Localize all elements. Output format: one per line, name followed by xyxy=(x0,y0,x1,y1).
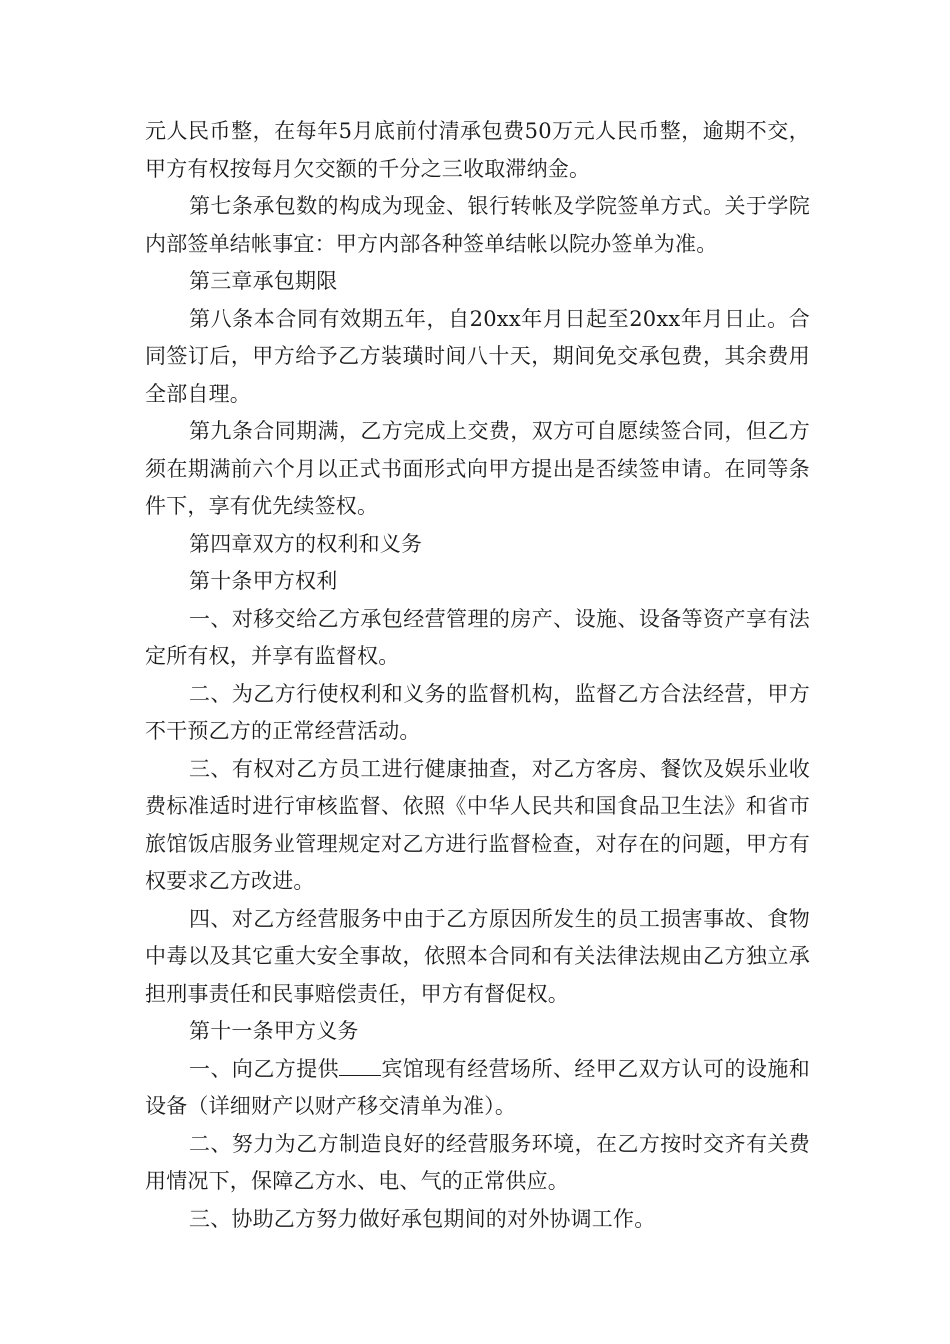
paragraph-party-a-right-4: 四、对乙方经营服务中由于乙方原因所发生的员工损害事故、食物中毒以及其它重大安全事故，依照本合同和有关法律法规由乙方独立承担刑事责任和民事赔偿责任，甲方有督促权。 xyxy=(145,906,810,1006)
paragraph-article-9: 第九条合同期满，乙方完成上交费，双方可自愿续签合同，但乙方须在期满前六个月以正式书面形式向甲方提出是否续签申请。在同等条件下，享有优先续签权。 xyxy=(145,419,810,518)
paragraph-party-a-duty-2: 二、努力为乙方制造良好的经营服务环境，在乙方按时交齐有关费用情况下，保障乙方水、电、气的正常供应。 xyxy=(145,1131,810,1193)
document-page xyxy=(145,113,810,1238)
fill-in-blank xyxy=(339,1053,381,1076)
paragraph-party-a-right-3: 三、有权对乙方员工进行健康抽查，对乙方客房、餐饮及娱乐业收费标准适时进行审核监督、依照《中华人民共和国食品卫生法》和省市旅馆饭店服务业管理规定对乙方进行监督检查，对存在的问题，甲方有权要求乙方改进。 xyxy=(145,756,810,893)
duty-1-text-before: 一、向乙方提供 xyxy=(189,1056,340,1081)
paragraph-party-a-right-1: 一、对移交给乙方承包经营管理的房产、设施、设备等资产享有法定所有权，并享有监督权。 xyxy=(145,606,810,668)
paragraph-fee-payment: 元人民币整，在每年5月底前付清承包费50万元人民币整，逾期不交，甲方有权按每月欠交额的千分之三收取滞纳金。 xyxy=(145,119,810,181)
article-11-heading: 第十一条甲方义务 xyxy=(189,1019,359,1043)
article-10-heading: 第十条甲方权利 xyxy=(189,569,338,593)
paragraph-party-a-duty-1 xyxy=(145,1051,810,1126)
paragraph-article-7: 第七条承包数的构成为现金、银行转帐及学院签单方式。关于学院内部签单结帐事宜：甲方内部各种签单结帐以院办签单为准。 xyxy=(145,194,810,256)
paragraph-party-a-right-2: 二、为乙方行使权利和义务的监督机构，监督乙方合法经营，甲方不干预乙方的正常经营活动。 xyxy=(145,681,810,743)
paragraph-article-8: 第八条本合同有效期五年，自20xx年月日起至20xx年月日止。合同签订后，甲方给予乙方装璜时间八十天，期间免交承包费，其余费用全部自理。 xyxy=(145,306,810,406)
chapter-4-heading: 第四章双方的权利和义务 xyxy=(189,531,423,556)
chapter-3-heading: 第三章承包期限 xyxy=(189,269,338,293)
paragraph-party-a-duty-3: 三、协助乙方努力做好承包期间的对外协调工作。 xyxy=(189,1206,656,1231)
duty-1-text-after: 宾馆现有经营场所、经甲乙双方认可的设施和设备（详细财产以财产移交清单为准）。 xyxy=(145,1056,810,1118)
